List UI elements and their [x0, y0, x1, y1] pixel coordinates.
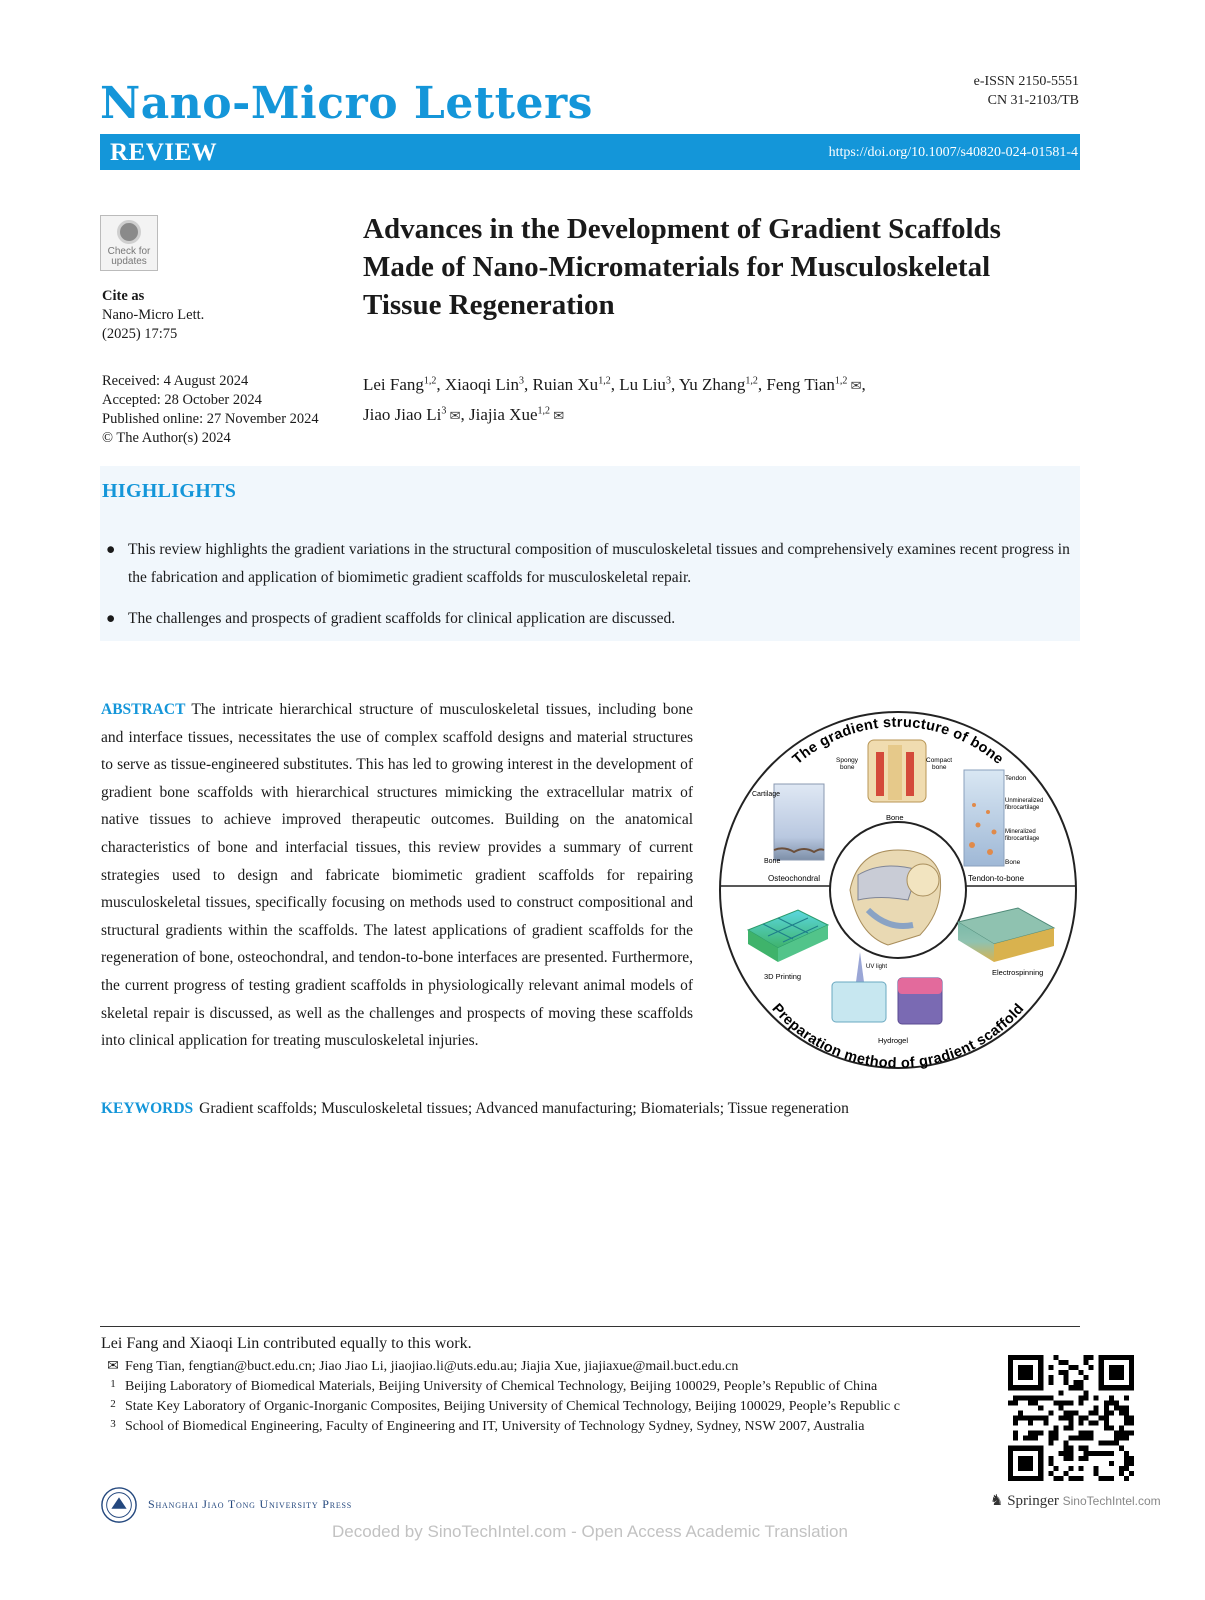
author: Yu Zhang$^{1,2}$,	[678, 374, 767, 394]
section-label: REVIEW	[110, 139, 218, 166]
dates-block	[102, 372, 319, 448]
label-spongy-bone: bone	[840, 764, 855, 771]
author: Ruian Xu$^{1,2}$,	[532, 374, 620, 394]
label-unmineralized: Unmineralized	[1005, 798, 1044, 804]
cite-label: Cite as	[102, 288, 145, 304]
highlights-title: HIGHLIGHTS	[102, 480, 237, 502]
graphical-abstract-figure	[708, 700, 1088, 1080]
crossmark-line1: Check for	[107, 246, 151, 257]
check-for-updates-badge[interactable]	[100, 215, 158, 271]
footnote-rule	[100, 1326, 1080, 1327]
keywords	[101, 1100, 849, 1118]
sjtu-press-name: Shanghai Jiao Tong University Press	[148, 1497, 353, 1511]
doi-link[interactable]: https://doi.org/10.1007/s40820-024-01581-4	[828, 145, 1078, 160]
highlight-item: ● The challenges and prospects of gradient scaffolds for clinical application are discussed.	[128, 605, 1078, 633]
envelope-icon[interactable]: ✉	[847, 377, 862, 393]
issn-block	[974, 72, 1079, 110]
envelope-icon[interactable]: ✉	[550, 408, 565, 424]
title-line: Tissue Regeneration	[363, 289, 615, 321]
title-line: Advances in the Development of Gradient Scaffolds	[363, 213, 1001, 245]
journal-title: Nano-Micro Letters	[100, 78, 593, 129]
label-compact-bone: bone	[932, 764, 947, 771]
springer-logo: ♞ Springer SinoTechIntel.com	[990, 1493, 1161, 1509]
author: Jiajia Xue$^{1,2}$ ✉	[469, 405, 565, 425]
author: Jiao Jiao Li$^3$ ✉,	[363, 405, 470, 425]
received-date: Received: 4 August 2024	[102, 373, 249, 389]
label-spongy: Spongy	[836, 757, 859, 764]
arc-title-top: The gradient structure of bone	[789, 714, 1007, 768]
label-compact: Compact	[926, 757, 953, 764]
author: Feng Tian$^{1,2}$ ✉,	[766, 374, 866, 394]
accepted-date: Accepted: 28 October 2024	[102, 392, 262, 408]
corresponding-emails: ✉ Feng Tian, fengtian@buct.edu.cn; Jiao Jiao Li, jiaojiao.li@uts.edu.au; Jiajia Xue, jiajiaxue@mail.buct.edu.cn	[101, 1358, 738, 1375]
article-title	[363, 210, 1073, 324]
affiliation-2: 2 State Key Laboratory of Organic-Inorganic Composites, Beijing University of Chemical Technology, Beijing 100029, People’s Republic c	[110, 1398, 900, 1414]
label-bone-right: Bone	[1005, 859, 1021, 866]
author: Lu Liu$^3$,	[619, 374, 679, 394]
abstract-label: ABSTRACT	[101, 701, 186, 718]
cite-ref: (2025) 17:75	[102, 326, 178, 342]
abstract	[101, 696, 693, 1055]
keywords-label: KEYWORDS	[101, 1100, 194, 1117]
envelope-icon: ✉	[107, 1359, 119, 1374]
springer-horse-icon: ♞	[990, 1493, 1004, 1509]
cite-journal: Nano-Micro Lett.	[102, 307, 205, 323]
abstract-text: The intricate hierarchical structure of musculoskeletal tissues, including bone and interface tissues, necessitates the use of complex scaffold designs and material structures to serve as tissue-engineered substitutes. This has led to growing interest in the development of gradient bone scaffolds with hierarchical structures mimicking the extracellular matrix of native tissues to achieve improved therapeutic outcomes. Building on the anatomical characteristics of bone and interfacial tissues, this review provides a summary of current strategies used to design and fabricate biomimetic gradient scaffolds for repairing musculoskeletal tissues, specifically focusing on methods used to construct compositional and structural gradients within the scaffolds. The latest applications of gradient scaffolds for the regeneration of bone, osteochondral, and tendon-to-bone interfaces are presented. Furthermore, the current progress of testing gradient scaffolds in physiologically relevant animal models of skeletal repair is discussed, as well as the challenges and prospects of moving these scaffolds into clinical application for treating musculoskeletal injuries.	[101, 701, 693, 1050]
sjtu-press-logo	[100, 1486, 138, 1524]
author: Xiaoqi Lin$^3$,	[444, 374, 533, 394]
label-unmineralized-fc: fibrocartilage	[1005, 805, 1040, 811]
tendon-to-bone-illustration	[964, 770, 1004, 866]
affiliation-3: 3 School of Biomedical Engineering, Faculty of Engineering and IT, University of Technology Sydney, Sydney, NSW 2007, Australia	[110, 1418, 865, 1434]
label-bone-left: Bone	[764, 858, 781, 865]
highlights-box	[100, 466, 1080, 641]
highlight-item: ● This review highlights the gradient variations in the structural composition of musculoskeletal tissues and comprehensively examines recent progress in the fabrication and application of biomimetic gradient scaffolds for musculoskeletal repair.	[128, 536, 1078, 592]
title-line: Made of Nano-Micromaterials for Musculoskeletal	[363, 251, 991, 283]
cite-block	[102, 287, 204, 344]
copyright: © The Author(s) 2024	[102, 430, 231, 446]
bone-structure-illustration	[868, 740, 926, 802]
label-hydrogel: Hydrogel	[878, 1036, 909, 1045]
keywords-text: Gradient scaffolds; Musculoskeletal tissues; Advanced manufacturing; Biomaterials; Tissue regeneration	[199, 1100, 849, 1117]
qr-code[interactable]	[1008, 1355, 1134, 1481]
author: Lei Fang$^{1,2}$,	[363, 374, 445, 394]
bullet-icon: ●	[106, 610, 116, 627]
label-tendon: Tendon	[1005, 775, 1027, 782]
label-tendon-to-bone: Tendon-to-bone	[968, 874, 1025, 883]
eissn: e-ISSN 2150-5551	[973, 74, 1079, 89]
label-uv-light: UV light	[866, 964, 888, 970]
crossmark-line2: updates	[111, 256, 147, 267]
cn-number: CN 31-2103/TB	[987, 93, 1079, 108]
arc-title-bottom: Preparation method of gradient scaffold	[768, 1000, 1028, 1072]
section-banner	[100, 134, 1080, 170]
author-list	[363, 368, 1063, 429]
envelope-icon[interactable]: ✉	[446, 408, 461, 424]
affiliation-1: 1 Beijing Laboratory of Biomedical Materials, Beijing University of Chemical Technology, Beijing 100029, People’s Republic of China	[110, 1378, 878, 1394]
osteochondral-illustration	[774, 784, 824, 860]
translation-watermark: Decoded by SinoTechIntel.com - Open Access Academic Translation	[332, 1522, 848, 1541]
label-electrospinning: Electrospinning	[992, 968, 1044, 977]
label-osteochondral: Osteochondral	[768, 874, 821, 883]
label-bone: Bone	[886, 813, 904, 822]
bullet-icon: ●	[106, 541, 116, 558]
crossmark-icon	[117, 220, 141, 244]
label-cartilage: Cartilage	[752, 791, 781, 798]
site-watermark: SinoTechIntel.com	[1062, 1494, 1161, 1508]
label-3d-printing: 3D Printing	[764, 972, 802, 981]
published-date: Published online: 27 November 2024	[102, 411, 319, 427]
label-mineralized: Mineralized	[1005, 829, 1036, 835]
equal-contribution-note: Lei Fang and Xiaoqi Lin contributed equally to this work.	[101, 1335, 472, 1352]
label-mineralized-fc: fibrocartilage	[1005, 836, 1040, 842]
